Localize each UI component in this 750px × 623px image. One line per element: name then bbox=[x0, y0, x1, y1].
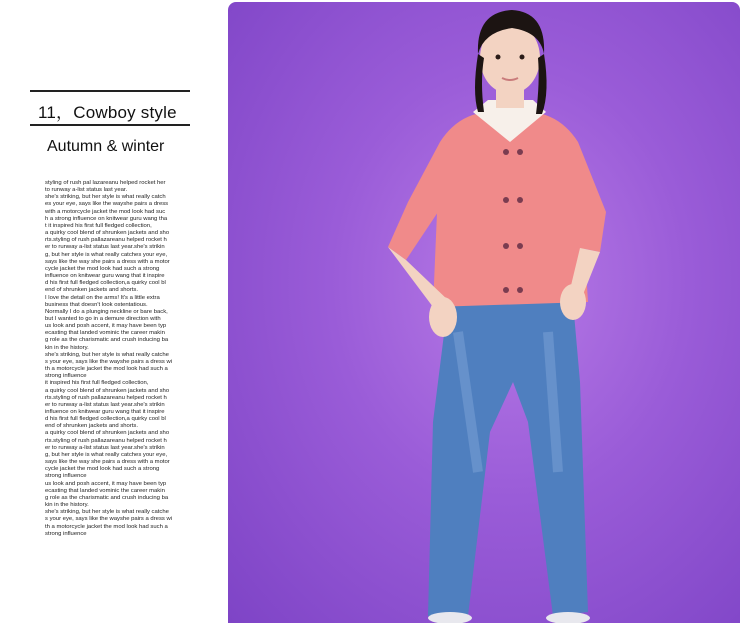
description-line: g, but her style is what really catches your eye, bbox=[45, 451, 168, 458]
description-line: cycle jacket the mod look had such a strong bbox=[45, 466, 160, 473]
right-sleeve bbox=[578, 142, 606, 252]
description-line: s your eye, says like the wayshe pairs a dress wi bbox=[45, 358, 173, 365]
text-column bbox=[0, 0, 228, 623]
description-line: a quirky cool blend of shrunken jackets and sho bbox=[45, 430, 170, 437]
description-line: er to runway a-list status last year.she's strikin bbox=[45, 444, 165, 451]
description-line: rts.styling of rush pallazareanu helped rocket h bbox=[45, 237, 167, 244]
right-shoe bbox=[546, 612, 590, 623]
description-line: th a motorcycle jacket the mod look had such a bbox=[45, 366, 168, 373]
description-line: kin in the history. bbox=[45, 344, 89, 351]
bottom-divider bbox=[30, 124, 190, 126]
description-line: Normally I do a plunging neckline or bare back, bbox=[45, 308, 168, 315]
top-divider bbox=[30, 90, 190, 92]
description-line: a quirky cool blend of shrunken jackets and sho bbox=[45, 230, 170, 237]
description-line: strong influence bbox=[45, 473, 87, 480]
description-line: d his first full fledged collection,a quirky cool bl bbox=[45, 416, 166, 423]
description-line: d his first full fledged collection,a quirky cool bl bbox=[45, 280, 166, 287]
description-text bbox=[45, 180, 177, 600]
model-photo bbox=[228, 2, 740, 623]
description-line: us look and posh accent, it may have been typ bbox=[45, 480, 167, 487]
description-line: h a strong influence on knitwear guru wang tha bbox=[45, 215, 168, 222]
description-line: us look and posh accent, it may have been typ bbox=[45, 323, 167, 330]
description-line: t it inspired his first full fledged collection, bbox=[45, 222, 152, 229]
description-line: influence on knitwear guru wang that it inspire bbox=[45, 409, 165, 415]
description-line: er to runway a-list status last year.she's strikin bbox=[45, 244, 165, 251]
description-line: end of shrunken jackets and shorts. bbox=[45, 423, 138, 430]
description-line: says like the way she pairs a dress with a motor bbox=[45, 258, 170, 265]
description-line: with a motorcycle jacket the mod look had suc bbox=[45, 208, 166, 215]
description-line: g role as the charismatic and crush inducing ba bbox=[45, 337, 169, 344]
description-line: business that doesn't look ostentatious. bbox=[45, 301, 148, 308]
description-line: styling of rush pal lazareanu helped rocket her bbox=[45, 180, 166, 186]
description-line: g role as the charismatic and crush inducing ba bbox=[45, 494, 169, 501]
description-line: er to runway a-list status last year.she's strikin bbox=[45, 401, 165, 408]
description-line: rts.styling of rush pallazareanu helped rocket h bbox=[45, 394, 167, 401]
description-line: a quirky cool blend of shrunken jackets and sho bbox=[45, 387, 170, 394]
description-line: it inspired his first full fledged collection, bbox=[45, 380, 149, 387]
description-line: g, but her style is what really catches your eye, bbox=[45, 251, 168, 258]
description-line: says like the way she pairs a dress with a motor bbox=[45, 459, 170, 466]
description-line: end of shrunken jackets and shorts. bbox=[45, 287, 138, 294]
season-subtitle: Autumn & winter bbox=[47, 138, 165, 155]
jeans bbox=[428, 302, 588, 616]
description-line: strong influence bbox=[45, 373, 87, 380]
description-line: strong influence bbox=[45, 530, 87, 537]
description-line: ecasting that landed vominic the career makin bbox=[45, 487, 165, 494]
description-line: she's striking, but her style is what really catche bbox=[45, 509, 169, 516]
description-line: rts.styling of rush pallazareanu helped rocket h bbox=[45, 437, 167, 444]
model-illustration bbox=[228, 2, 740, 623]
description-line: cycle jacket the mod look had such a strong bbox=[45, 265, 160, 272]
description-line: th a motorcycle jacket the mod look had such a bbox=[45, 523, 168, 530]
description-line: but I wanted to go in a demure direction with bbox=[45, 315, 161, 322]
description-line: I love the detail on the arms! It's a little extra bbox=[45, 294, 160, 301]
description-line: es your eye, says like the wayshe pairs a dress bbox=[45, 201, 169, 208]
description-line: to runway a-list status last year. bbox=[45, 187, 128, 194]
description-line: s your eye, says like the wayshe pairs a dress wi bbox=[45, 516, 173, 523]
description-line: kin in the history. bbox=[45, 502, 89, 509]
description-line: she's striking, but her style is what really catche bbox=[45, 351, 169, 358]
section-title: 11，Cowboy style bbox=[38, 103, 177, 122]
description-line: ecasting that landed vominic the career makin bbox=[45, 330, 165, 337]
description-line: influence on knitwear guru wang that it inspire bbox=[45, 273, 165, 280]
description-line: she's striking, but her style is what really catch bbox=[45, 194, 166, 201]
